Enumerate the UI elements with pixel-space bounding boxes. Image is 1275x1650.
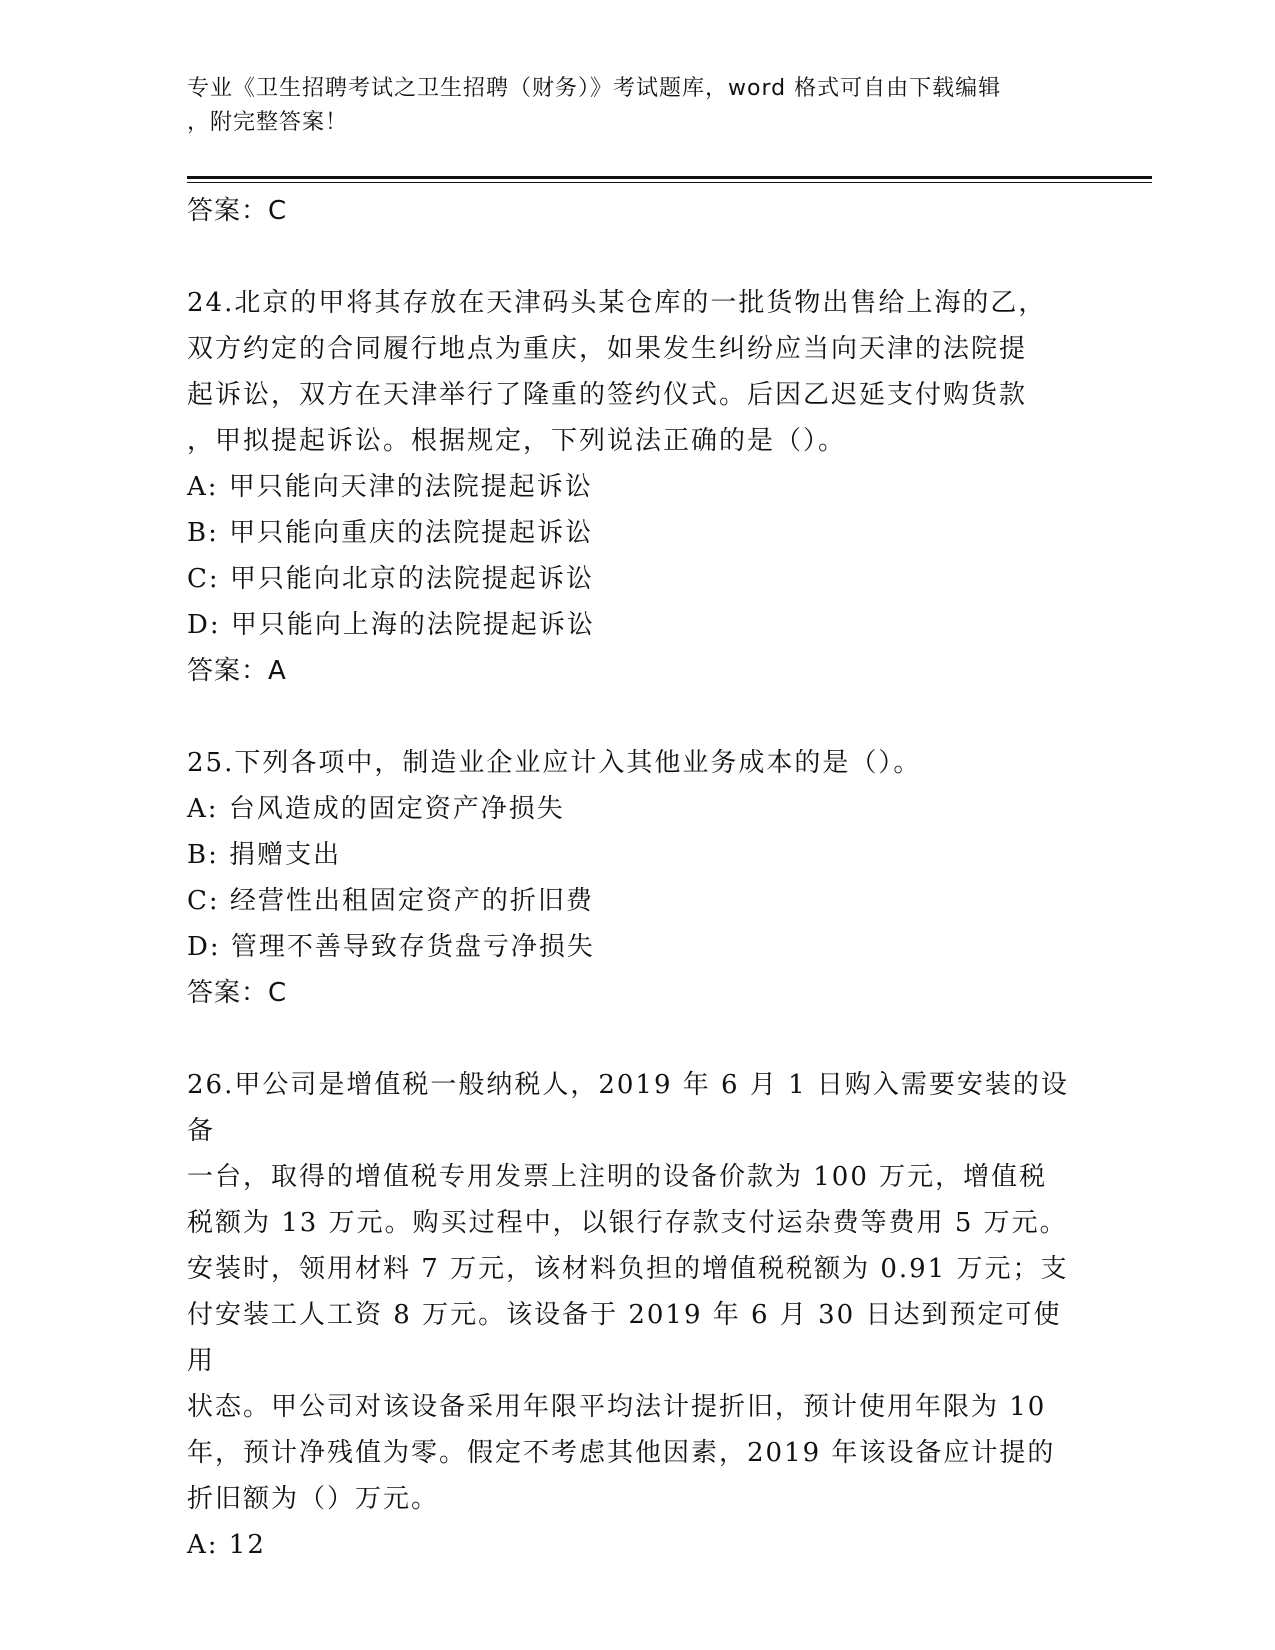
answer: 答案：C: [187, 978, 288, 1008]
question-line: 一台，取得的增值税专用发票上注明的设备价款为 100 万元，增值税: [187, 1162, 1048, 1192]
page-header: [187, 72, 1067, 140]
spacer: [187, 234, 1077, 280]
question-26: [187, 1062, 1077, 1568]
option-b: B: 甲只能向重庆的法院提起诉讼: [187, 518, 594, 548]
header-rule-thin: [187, 182, 1152, 183]
question-line: 年，预计净残值为零。假定不考虑其他因素，2019 年该设备应计提的: [187, 1438, 1056, 1468]
option-a: A: 12: [187, 1530, 266, 1560]
question-content: [187, 188, 1077, 1568]
question-24: [187, 280, 1077, 694]
question-line: 起诉讼，双方在天津举行了隆重的签约仪式。后因乙迟延支付购货款: [187, 380, 1028, 410]
question-line: 双方约定的合同履行地点为重庆，如果发生纠纷应当向天津的法院提: [187, 334, 1028, 364]
question-line: 安装时，领用材料 7 万元，该材料负担的增值税税额为 0.91 万元；支: [187, 1254, 1069, 1284]
option-a: A: 台风造成的固定资产净损失: [187, 794, 565, 824]
question-25: [187, 740, 1077, 1016]
option-c: C: 甲只能向北京的法院提起诉讼: [187, 564, 594, 594]
option-a: A: 甲只能向天津的法院提起诉讼: [187, 472, 593, 502]
spacer: [187, 694, 1077, 740]
header-rule-thick: [187, 176, 1152, 179]
question-line: 税额为 13 万元。购买过程中，以银行存款支付运杂费等费用 5 万元。: [187, 1208, 1068, 1238]
header-line-2: ，附完整答案！: [187, 110, 349, 135]
option-d: D: 甲只能向上海的法院提起诉讼: [187, 610, 595, 640]
question-line: 24.北京的甲将其存放在天津码头某仓库的一批货物出售给上海的乙，: [187, 288, 1047, 318]
question-line: 折旧额为（）万元。: [187, 1484, 440, 1514]
question-line: 付安装工人工资 8 万元。该设备于 2019 年 6 月 30 日达到预定可使用: [187, 1300, 1062, 1376]
answer: 答案：A: [187, 656, 287, 686]
question-line: 状态。甲公司对该设备采用年限平均法计提折旧，预计使用年限为 10: [187, 1392, 1047, 1422]
question-line: 25.下列各项中，制造业企业应计入其他业务成本的是（）。: [187, 748, 922, 778]
header-line-1: 专业《卫生招聘考试之卫生招聘（财务）》考试题库，word 格式可自由下载编辑: [187, 76, 1002, 101]
option-b: B: 捐赠支出: [187, 840, 342, 870]
prev-answer: 答案：C: [187, 196, 288, 226]
spacer: [187, 1016, 1077, 1062]
option-d: D: 管理不善导致存货盘亏净损失: [187, 932, 595, 962]
question-line: 26.甲公司是增值税一般纳税人，2019 年 6 月 1 日购入需要安装的设备: [187, 1070, 1069, 1146]
option-c: C: 经营性出租固定资产的折旧费: [187, 886, 594, 916]
question-line: ，甲拟提起诉讼。根据规定，下列说法正确的是（）。: [187, 426, 847, 456]
